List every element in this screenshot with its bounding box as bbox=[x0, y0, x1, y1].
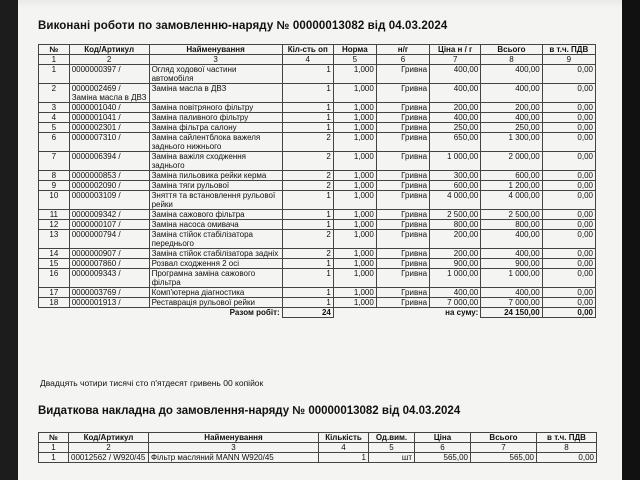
cell-name: Зняття та встановлення рульової рейки bbox=[149, 191, 282, 210]
cell-norm: 1,000 bbox=[333, 171, 376, 181]
cell-vat: 0,00 bbox=[542, 65, 595, 84]
table-row bbox=[39, 133, 596, 152]
cell-n: 10 bbox=[39, 191, 70, 210]
cell-name: Заміна фільтра салону bbox=[149, 123, 282, 133]
column-number: 2 bbox=[69, 443, 149, 453]
cell-n: 16 bbox=[39, 269, 70, 288]
table-header-row bbox=[39, 45, 596, 55]
cell-unit: Гривна bbox=[376, 230, 429, 249]
cell-code: 0000001041 / bbox=[69, 113, 149, 123]
column-header: Код/Артикул bbox=[69, 45, 149, 55]
table-row bbox=[39, 288, 596, 298]
column-header: Всього bbox=[481, 45, 542, 55]
cell-price: 400,00 bbox=[430, 288, 481, 298]
table-row bbox=[39, 259, 596, 269]
cell-qty: 1 bbox=[282, 84, 333, 103]
table-row bbox=[39, 191, 596, 210]
cell-name: Заміна паливного фільтру bbox=[149, 113, 282, 123]
cell-price: 400,00 bbox=[430, 65, 481, 84]
cell-name: Заміна масла в ДВЗ bbox=[149, 84, 282, 103]
cell-norm: 1,000 bbox=[333, 152, 376, 171]
total-row bbox=[39, 308, 596, 318]
cell-norm: 1,000 bbox=[333, 103, 376, 113]
cell-code: 0000000397 / bbox=[69, 65, 149, 84]
cell-name: Заміна сайлентблока важеля заднього нижнього bbox=[149, 133, 282, 152]
cell-total: 400,00 bbox=[481, 84, 542, 103]
cell-norm: 1,000 bbox=[333, 123, 376, 133]
cell-code: 0000000794 / bbox=[69, 230, 149, 249]
invoice-header-numbers-row bbox=[39, 443, 597, 453]
cell-vat: 0,00 bbox=[542, 191, 595, 210]
cell-n: 18 bbox=[39, 298, 70, 308]
column-header: Ціна bbox=[415, 433, 471, 443]
cell-code: 0000007310 / bbox=[69, 133, 149, 152]
cell-vat: 0,00 bbox=[542, 220, 595, 230]
table-row bbox=[39, 113, 596, 123]
document-sheet bbox=[18, 0, 622, 480]
table-row bbox=[39, 171, 596, 181]
column-header: в т.ч. ПДВ bbox=[537, 433, 597, 443]
cell-code: 0000007860 / bbox=[69, 259, 149, 269]
cell-name: Заміна стійок стабілізатора переднього bbox=[149, 230, 282, 249]
cell-unit: шт bbox=[369, 453, 415, 463]
cell-unit: Гривна bbox=[376, 181, 429, 191]
cell-norm: 1,000 bbox=[333, 133, 376, 152]
cell-price: 200,00 bbox=[430, 230, 481, 249]
cell-name: Заміна пильовика рейки керма bbox=[149, 171, 282, 181]
cell-name: Програмна заміна сажового фільтра bbox=[149, 269, 282, 288]
cell-qty: 1 bbox=[282, 113, 333, 123]
cell-unit: Гривна bbox=[376, 210, 429, 220]
cell-vat: 0,00 bbox=[542, 181, 595, 191]
cell-qty: 1 bbox=[282, 269, 333, 288]
table-row bbox=[39, 453, 597, 463]
cell-n: 15 bbox=[39, 259, 70, 269]
cell-n: 14 bbox=[39, 249, 70, 259]
cell-price: 800,00 bbox=[430, 220, 481, 230]
table-row bbox=[39, 220, 596, 230]
cell-unit: Гривна bbox=[376, 269, 429, 288]
cell-vat: 0,00 bbox=[542, 84, 595, 103]
cell-total: 2 000,00 bbox=[481, 152, 542, 171]
cell-unit: Гривна bbox=[376, 220, 429, 230]
cell-price: 1 000,00 bbox=[430, 269, 481, 288]
cell-norm: 1,000 bbox=[333, 113, 376, 123]
cell-code: 0000000107 / bbox=[69, 220, 149, 230]
table-header-numbers-row bbox=[39, 55, 596, 65]
cell-total: 1 300,00 bbox=[481, 133, 542, 152]
cell-unit: Гривна bbox=[376, 191, 429, 210]
column-number: 3 bbox=[149, 443, 319, 453]
cell-total: 250,00 bbox=[481, 123, 542, 133]
table-row bbox=[39, 181, 596, 191]
column-number: 7 bbox=[430, 55, 481, 65]
cell-unit: Гривна bbox=[376, 152, 429, 171]
cell-price: 4 000,00 bbox=[430, 191, 481, 210]
cell-unit: Гривна bbox=[376, 103, 429, 113]
cell-qty: 1 bbox=[282, 210, 333, 220]
cell-name: Фільтр масляний MANN W920/45 bbox=[149, 453, 319, 463]
cell-norm: 1,000 bbox=[333, 249, 376, 259]
column-number: 2 bbox=[69, 55, 149, 65]
column-header: Од.вим. bbox=[369, 433, 415, 443]
cell-price: 2 500,00 bbox=[430, 210, 481, 220]
work-order-table bbox=[38, 44, 596, 318]
cell-vat: 0,00 bbox=[537, 453, 597, 463]
cell-n: 3 bbox=[39, 103, 70, 113]
cell-price: 250,00 bbox=[430, 123, 481, 133]
column-header: Кількість bbox=[319, 433, 369, 443]
column-number: 4 bbox=[319, 443, 369, 453]
cell-qty: 1 bbox=[282, 65, 333, 84]
cell-price: 400,00 bbox=[430, 113, 481, 123]
cell-vat: 0,00 bbox=[542, 113, 595, 123]
cell-code: 0000001913 / bbox=[69, 298, 149, 308]
cell-norm: 1,000 bbox=[333, 210, 376, 220]
cell-total: 4 000,00 bbox=[481, 191, 542, 210]
column-number: 9 bbox=[542, 55, 595, 65]
table-row bbox=[39, 249, 596, 259]
cell-norm: 1,000 bbox=[333, 84, 376, 103]
cell-total: 2 500,00 bbox=[481, 210, 542, 220]
cell-total: 900,00 bbox=[481, 259, 542, 269]
cell-code: 0000009343 / bbox=[69, 269, 149, 288]
cell-total: 565,00 bbox=[471, 453, 537, 463]
column-number: 5 bbox=[369, 443, 415, 453]
cell-total: 1 200,00 bbox=[481, 181, 542, 191]
column-number: 4 bbox=[282, 55, 333, 65]
column-header: Всього bbox=[471, 433, 537, 443]
cell-total: 400,00 bbox=[481, 249, 542, 259]
cell-total: 400,00 bbox=[481, 65, 542, 84]
cell-unit: Гривна bbox=[376, 65, 429, 84]
cell-norm: 1,000 bbox=[333, 191, 376, 210]
cell-n: 5 bbox=[39, 123, 70, 133]
cell-vat: 0,00 bbox=[542, 123, 595, 133]
cell-qty: 2 bbox=[282, 152, 333, 171]
sum-total: 24 150,00 bbox=[481, 308, 542, 318]
column-header: № bbox=[39, 433, 69, 443]
cell-total: 400,00 bbox=[481, 113, 542, 123]
invoice-header-row bbox=[39, 433, 597, 443]
total-label: Разом робіт: bbox=[229, 308, 280, 317]
cell-norm: 1,000 bbox=[333, 259, 376, 269]
cell-vat: 0,00 bbox=[542, 249, 595, 259]
work-order-rows bbox=[39, 65, 596, 308]
cell-code: 0000003109 / bbox=[69, 191, 149, 210]
cell-unit: Гривна bbox=[376, 113, 429, 123]
cell-norm: 1,000 bbox=[333, 269, 376, 288]
paper-top-edge bbox=[18, 0, 622, 8]
cell-price: 7 000,00 bbox=[430, 298, 481, 308]
cell-qty: 1 bbox=[282, 259, 333, 269]
cell-n: 17 bbox=[39, 288, 70, 298]
cell-price: 1 000,00 bbox=[430, 152, 481, 171]
column-number: 6 bbox=[415, 443, 471, 453]
cell-norm: 1,000 bbox=[333, 288, 376, 298]
column-number: 1 bbox=[39, 55, 70, 65]
cell-code: 0000009342 / bbox=[69, 210, 149, 220]
cell-name: Огляд ходової частини автомобіля bbox=[149, 65, 282, 84]
cell-price: 650,00 bbox=[430, 133, 481, 152]
column-header: н/г bbox=[376, 45, 429, 55]
cell-norm: 1,000 bbox=[333, 230, 376, 249]
table-row bbox=[39, 210, 596, 220]
cell-qty: 1 bbox=[319, 453, 369, 463]
cell-name: Розвал сходження 2 осі bbox=[149, 259, 282, 269]
column-number: 5 bbox=[333, 55, 376, 65]
column-header: Код/Артикул bbox=[69, 433, 149, 443]
cell-code: 0000001040 / bbox=[69, 103, 149, 113]
cell-price: 900,00 bbox=[430, 259, 481, 269]
cell-price: 600,00 bbox=[430, 181, 481, 191]
cell-total: 1 000,00 bbox=[481, 269, 542, 288]
table-row bbox=[39, 103, 596, 113]
cell-norm: 1,000 bbox=[333, 220, 376, 230]
column-header: Кіл-сть оп bbox=[282, 45, 333, 55]
cell-unit: Гривна bbox=[376, 123, 429, 133]
table-row bbox=[39, 123, 596, 133]
cell-qty: 2 bbox=[282, 181, 333, 191]
cell-vat: 0,00 bbox=[542, 269, 595, 288]
cell-qty: 2 bbox=[282, 230, 333, 249]
cell-qty: 1 bbox=[282, 220, 333, 230]
cell-unit: Гривна bbox=[376, 288, 429, 298]
cell-vat: 0,00 bbox=[542, 298, 595, 308]
table-row bbox=[39, 230, 596, 249]
cell-name: Заміна повітряного фільтру bbox=[149, 103, 282, 113]
cell-code: 0000000907 / bbox=[69, 249, 149, 259]
cell-norm: 1,000 bbox=[333, 65, 376, 84]
table-row bbox=[39, 152, 596, 171]
sum-label: на суму: bbox=[445, 308, 479, 317]
invoice-table bbox=[38, 432, 597, 463]
cell-n: 12 bbox=[39, 220, 70, 230]
cell-total: 200,00 bbox=[481, 103, 542, 113]
column-header: Ціна н / г bbox=[430, 45, 481, 55]
cell-code: 0000002469 / Заміна масла в ДВЗ bbox=[69, 84, 149, 103]
invoice-rows bbox=[39, 453, 597, 463]
cell-unit: Гривна bbox=[376, 171, 429, 181]
work-order-title: Виконані роботи по замовленню-наряду № 00000013082 від 04.03.2024 bbox=[38, 20, 448, 32]
background-edge bbox=[622, 0, 640, 480]
table-row bbox=[39, 65, 596, 84]
cell-name: Заміна сажового фільтра bbox=[149, 210, 282, 220]
column-header: № bbox=[39, 45, 70, 55]
column-number: 8 bbox=[481, 55, 542, 65]
cell-vat: 0,00 bbox=[542, 133, 595, 152]
cell-unit: Гривна bbox=[376, 298, 429, 308]
cell-norm: 1,000 bbox=[333, 298, 376, 308]
cell-n: 13 bbox=[39, 230, 70, 249]
cell-norm: 1,000 bbox=[333, 181, 376, 191]
column-number: 8 bbox=[537, 443, 597, 453]
cell-qty: 1 bbox=[282, 298, 333, 308]
cell-n: 6 bbox=[39, 133, 70, 152]
cell-code: 00012562 / W920/45 bbox=[69, 453, 149, 463]
column-header: Найменування bbox=[149, 433, 319, 443]
sum-vat: 0,00 bbox=[542, 308, 595, 318]
cell-name: Заміна насоса омивача bbox=[149, 220, 282, 230]
cell-vat: 0,00 bbox=[542, 230, 595, 249]
cell-name: Заміна важіля сходження заднього bbox=[149, 152, 282, 171]
cell-name: Комп'ютерна діагностика bbox=[149, 288, 282, 298]
cell-vat: 0,00 bbox=[542, 210, 595, 220]
cell-code: 0000006394 / bbox=[69, 152, 149, 171]
column-number: 1 bbox=[39, 443, 69, 453]
cell-name: Заміна стійок стабілізатора задніх bbox=[149, 249, 282, 259]
cell-code: 0000003769 / bbox=[69, 288, 149, 298]
cell-qty: 1 bbox=[282, 103, 333, 113]
cell-qty: 1 bbox=[282, 123, 333, 133]
cell-unit: Гривна bbox=[376, 133, 429, 152]
cell-price: 300,00 bbox=[430, 171, 481, 181]
cell-n: 2 bbox=[39, 84, 70, 103]
cell-n: 1 bbox=[39, 65, 70, 84]
cell-code: 0000002090 / bbox=[69, 181, 149, 191]
cell-n: 9 bbox=[39, 181, 70, 191]
cell-qty: 1 bbox=[282, 191, 333, 210]
cell-n: 11 bbox=[39, 210, 70, 220]
cell-unit: Гривна bbox=[376, 84, 429, 103]
cell-price: 400,00 bbox=[430, 84, 481, 103]
cell-unit: Гривна bbox=[376, 259, 429, 269]
column-number: 6 bbox=[376, 55, 429, 65]
cell-total: 400,00 bbox=[481, 288, 542, 298]
cell-vat: 0,00 bbox=[542, 288, 595, 298]
invoice-title: Видаткова накладна до замовлення-наряду № 00000013082 від 04.03.2024 bbox=[38, 405, 461, 417]
cell-vat: 0,00 bbox=[542, 103, 595, 113]
cell-total: 600,00 bbox=[481, 171, 542, 181]
cell-name: Заміна тяги рульової bbox=[149, 181, 282, 191]
cell-n: 8 bbox=[39, 171, 70, 181]
table-row bbox=[39, 269, 596, 288]
cell-unit: Гривна bbox=[376, 249, 429, 259]
cell-code: 0000002301 / bbox=[69, 123, 149, 133]
amount-in-words: Двадцять чотири тисячі сто п'ятдесят гривень 00 копійок bbox=[40, 378, 264, 388]
cell-price: 200,00 bbox=[430, 249, 481, 259]
column-header: Найменування bbox=[149, 45, 282, 55]
cell-price: 200,00 bbox=[430, 103, 481, 113]
cell-qty: 2 bbox=[282, 171, 333, 181]
column-header: Норма bbox=[333, 45, 376, 55]
column-header: в т.ч. ПДВ bbox=[542, 45, 595, 55]
column-number: 7 bbox=[471, 443, 537, 453]
cell-price: 565,00 bbox=[415, 453, 471, 463]
cell-n: 1 bbox=[39, 453, 69, 463]
cell-vat: 0,00 bbox=[542, 152, 595, 171]
table-row bbox=[39, 298, 596, 308]
total-qty: 24 bbox=[282, 308, 333, 318]
table-row bbox=[39, 84, 596, 103]
column-number: 3 bbox=[149, 55, 282, 65]
cell-vat: 0,00 bbox=[542, 259, 595, 269]
cell-name: Реставрація рульової рейки bbox=[149, 298, 282, 308]
cell-qty: 2 bbox=[282, 133, 333, 152]
cell-qty: 2 bbox=[282, 249, 333, 259]
cell-total: 800,00 bbox=[481, 220, 542, 230]
cell-total: 7 000,00 bbox=[481, 298, 542, 308]
cell-vat: 0,00 bbox=[542, 171, 595, 181]
cell-code: 0000000853 / bbox=[69, 171, 149, 181]
cell-total: 400,00 bbox=[481, 230, 542, 249]
cell-n: 4 bbox=[39, 113, 70, 123]
cell-n: 7 bbox=[39, 152, 70, 171]
cell-qty: 1 bbox=[282, 288, 333, 298]
